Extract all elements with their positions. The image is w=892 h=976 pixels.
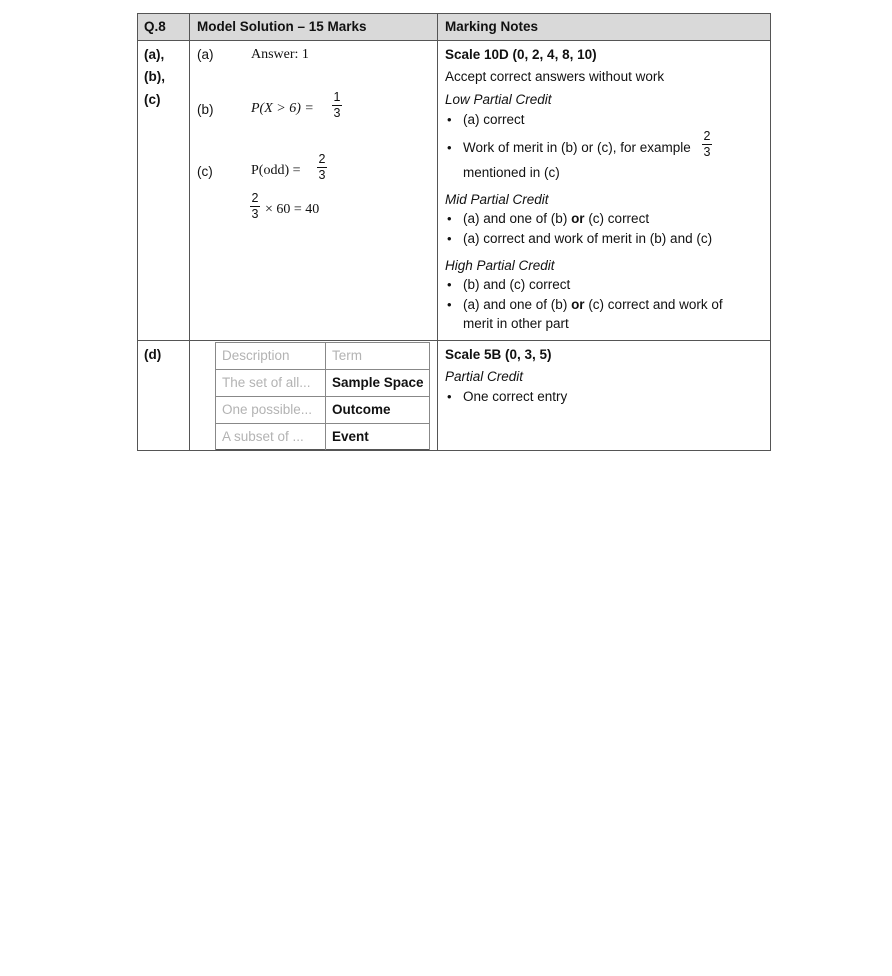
notes2-partial-1: One correct entry (463, 389, 568, 404)
col-term-header: Term (332, 348, 362, 363)
solution-b-expression: P(X > 6) = (251, 101, 314, 116)
border-top (137, 13, 771, 14)
bullet-icon: • (447, 211, 452, 226)
notes1-accept: Accept correct answers without work (445, 69, 665, 84)
row-term: Outcome (332, 402, 391, 417)
row-description: One possible... (222, 402, 313, 417)
row-description: The set of all... (222, 375, 311, 390)
matching-table (215, 342, 430, 450)
notes1-low-title: Low Partial Credit (445, 92, 552, 107)
notes1-mid-1b: (c) correct (584, 211, 650, 226)
marking-scheme-table (137, 13, 771, 451)
notes1-low-2: Work of merit in (b) or (c), for example (463, 140, 691, 155)
solution-c2-fraction (250, 192, 260, 221)
notes1-mid-2: (a) correct and work of merit in (b) and (c) (463, 231, 713, 246)
inner-border (215, 396, 430, 397)
part-label-d: (d) (144, 347, 162, 362)
inner-border (215, 423, 430, 424)
part-label-b: (b), (144, 69, 165, 84)
fraction-denominator: 3 (318, 168, 326, 182)
inner-border (215, 449, 430, 450)
notes1-high-2-cont: merit in other part (463, 316, 569, 331)
part-label-a: (a), (144, 47, 165, 62)
header-notes: Marking Notes (445, 19, 539, 34)
part-label-c: (c) (144, 92, 161, 107)
inner-border (215, 342, 430, 343)
row-term: Event (332, 429, 369, 444)
border-header-bottom (137, 40, 771, 41)
notes1-low-1: (a) correct (463, 112, 525, 127)
row-description: A subset of ... (222, 429, 304, 444)
inner-border (215, 369, 430, 370)
header-solution: Model Solution – 15 Marks (197, 19, 367, 34)
fraction-numerator: 2 (703, 129, 711, 143)
notes1-high-2-or: or (571, 297, 585, 312)
fraction-numerator: 1 (333, 90, 341, 104)
bullet-icon: • (447, 231, 452, 246)
solution-b-tag: (b) (197, 102, 214, 117)
header-question: Q.8 (144, 19, 166, 34)
notes2-partial-title: Partial Credit (445, 369, 524, 384)
solution-c-expression: P(odd) = (251, 163, 301, 178)
notes1-high-2a: (a) and one of (b) (463, 297, 572, 312)
fraction-numerator: 2 (251, 191, 259, 205)
notes1-scale: Scale 10D (0, 2, 4, 8, 10) (445, 47, 597, 62)
notes1-mid-1-or: or (571, 211, 585, 226)
solution-c-fraction (317, 153, 327, 182)
solution-c-tag: (c) (197, 164, 213, 179)
border-col2 (437, 13, 438, 451)
col-description-header: Description (222, 348, 290, 363)
border-bottom (137, 450, 771, 451)
fraction-denominator: 3 (333, 106, 341, 120)
border-row-divider (137, 340, 771, 341)
fraction-denominator: 3 (703, 145, 711, 159)
bullet-icon: • (447, 140, 452, 155)
notes2-scale: Scale 5B (0, 3, 5) (445, 347, 552, 362)
inner-border (325, 342, 326, 450)
solution-a-answer: Answer: 1 (251, 47, 309, 62)
notes1-low-2-fraction (702, 130, 712, 159)
solution-a-tag: (a) (197, 47, 214, 62)
notes1-high-2b: (c) correct and work of (584, 297, 723, 312)
bullet-icon: • (447, 389, 452, 404)
fraction-numerator: 2 (318, 152, 326, 166)
notes1-high-title: High Partial Credit (445, 258, 555, 273)
border-col1 (189, 13, 190, 451)
solution-c2-expression: × 60 = 40 (265, 202, 320, 217)
row-term: Sample Space (332, 375, 424, 390)
notes1-mid-title: Mid Partial Credit (445, 192, 549, 207)
inner-border (215, 342, 216, 450)
bullet-icon: • (447, 112, 452, 127)
bullet-icon: • (447, 277, 452, 292)
notes1-high-1: (b) and (c) correct (463, 277, 571, 292)
notes1-high-2 (463, 296, 723, 314)
solution-b-fraction (332, 91, 342, 120)
notes1-low-2-cont: mentioned in (c) (463, 165, 560, 180)
fraction-denominator: 3 (251, 207, 259, 221)
notes1-mid-1 (463, 210, 649, 228)
border-right (770, 13, 771, 451)
notes1-mid-1a: (a) and one of (b) (463, 211, 572, 226)
inner-border (429, 342, 430, 450)
border-left (137, 13, 138, 451)
bullet-icon: • (447, 297, 452, 312)
